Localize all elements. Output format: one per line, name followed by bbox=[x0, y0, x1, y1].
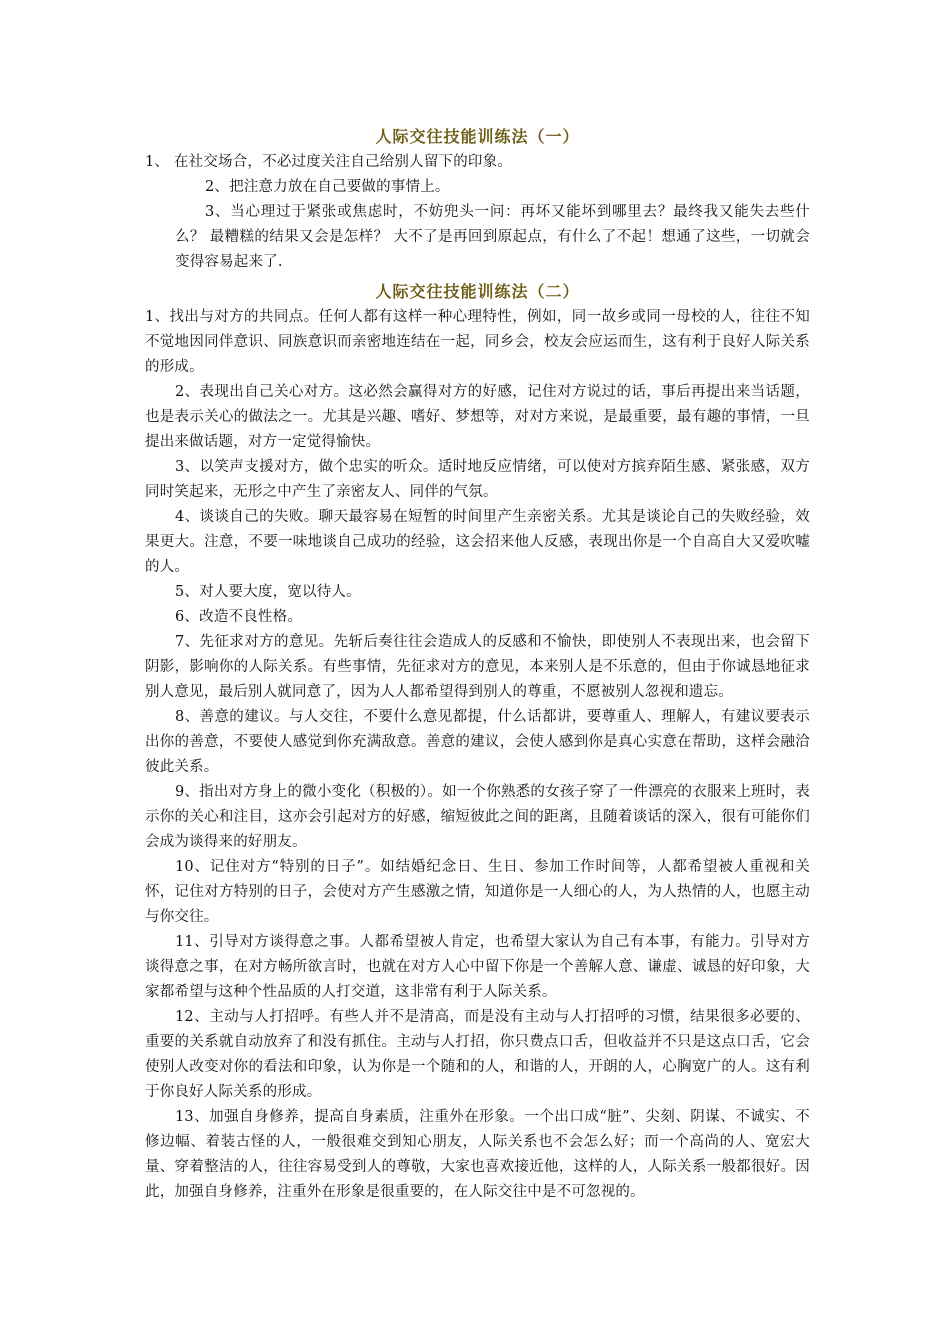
section2-item-10: 10、记住对方“特别的日子”。如结婚纪念日、生日、参加工作时间等，人都希望被人重视和关怀，记住对方特别的日子，会使对方产生感激之情，知道你是一人细心的人，为人热情的人，也愿主动与你交往。 bbox=[145, 859, 810, 925]
section1-item-2: 2、把注意力放在自己要做的事情上。 bbox=[205, 179, 450, 195]
section2-item-4: 4、谈谈自己的失败。聊天最容易在短暂的时间里产生亲密关系。尤其是谈论自己的失败经验，效果更大。注意，不要一味地谈自己成功的经验，这会招来他人反感，表现出你是一个自高自大又爱吹嘘的人。 bbox=[145, 509, 810, 575]
section2-item-12: 12、主动与人打招呼。有些人并不是清高，而是没有主动与人打招呼的习惯，结果很多必要的、重要的关系就自动放弃了和没有抓住。主动与人打招，你只费点口舌，但收益并不只是这点口舌，它会使别人改变对你的看法和印象，认为你是一个随和的人，和谐的人，开朗的人，心胸宽广的人。这有利于你良好人际关系的形成。 bbox=[145, 1009, 810, 1100]
document-page bbox=[145, 124, 810, 1205]
section1-item-1: 1、 在社交场合，不必过度关注自己给别人留下的印象。 bbox=[145, 154, 513, 170]
section2-title: 人际交往技能训练法（二） bbox=[375, 282, 580, 301]
section2-item-2: 2、表现出自己关心对方。这必然会赢得对方的好感，记住对方说过的话，事后再提出来当话题，也是表示关心的做法之一。尤其是兴趣、嗜好、梦想等，对对方来说，是最重要，最有趣的事情，一旦提出来做话题，对方一定觉得愉快。 bbox=[145, 384, 810, 450]
section2-item-13: 13、加强自身修养，提高自身素质，注重外在形象。一个出口成“脏”、尖刻、阴谋、不诚实、不修边幅、着装古怪的人，一般很难交到知心朋友，人际关系也不会怎么好；而一个高尚的人、宽宏大量、穿着整洁的人，往往容易受到人的尊敬，大家也喜欢接近他，这样的人，人际关系一般都很好。因此，加强自身修养，注重外在形象是很重要的，在人际交往中是不可忽视的。 bbox=[145, 1109, 810, 1200]
section2-item-11: 11、引导对方谈得意之事。人都希望被人肯定，也希望大家认为自己有本事，有能力。引导对方谈得意之事，在对方畅所欲言时，也就在对方人心中留下你是一个善解人意、谦虚、诚恳的好印象，大家都希望与这种个性品质的人打交道，这非常有利于人际关系。 bbox=[145, 934, 810, 1000]
section2-item-1: 1、找出与对方的共同点。任何人都有这样一种心理特性，例如，同一故乡或同一母校的人，往往不知不觉地因同伴意识、同族意识而亲密地连结在一起，同乡会，校友会应运而生，这有利于良好人际关系的形成。 bbox=[145, 309, 810, 375]
section1-item-3: 3、当心理过于紧张或焦虑时，不妨兜头一问：再坏又能坏到哪里去？最终我又能失去些什么？ 最糟糕的结果又会是怎样？ 大不了是再回到原起点，有什么了不起！想通了这些，一切就会变得容易起来了. bbox=[175, 204, 810, 270]
section1-title: 人际交往技能训练法（一） bbox=[375, 127, 580, 146]
section2-item-8: 8、善意的建议。与人交往，不要什么意见都提，什么话都讲，要尊重人、理解人，有建议要表示出你的善意，不要使人感觉到你充满敌意。善意的建议，会使人感到你是真心实意在帮助，这样会融洽彼此关系。 bbox=[145, 709, 810, 775]
section2-item-7: 7、先征求对方的意见。先斩后奏往往会造成人的反感和不愉快，即使别人不表现出来，也会留下阴影，影响你的人际关系。有些事情，先征求对方的意见，本来别人是不乐意的，但由于你诚恳地征求别人意见，最后别人就同意了，因为人人都希望得到别人的尊重，不愿被别人忽视和遗忘。 bbox=[145, 634, 810, 700]
section2-item-6: 6、改造不良性格。 bbox=[175, 609, 303, 625]
section2-item-3: 3、以笑声支援对方，做个忠实的听众。适时地反应情绪，可以使对方摈弃陌生感、紧张感，双方同时笑起来，无形之中产生了亲密友人、同伴的气氛。 bbox=[145, 459, 810, 500]
section2-item-9: 9、指出对方身上的微小变化（积极的）。如一个你熟悉的女孩子穿了一件漂亮的衣服来上班时，表示你的关心和注目，这亦会引起对方的好感，缩短彼此之间的距离，且随着谈话的深入，很有可能你们会成为谈得来的好朋友。 bbox=[145, 784, 810, 850]
section2-item-5: 5、对人要大度，宽以待人。 bbox=[175, 584, 361, 600]
